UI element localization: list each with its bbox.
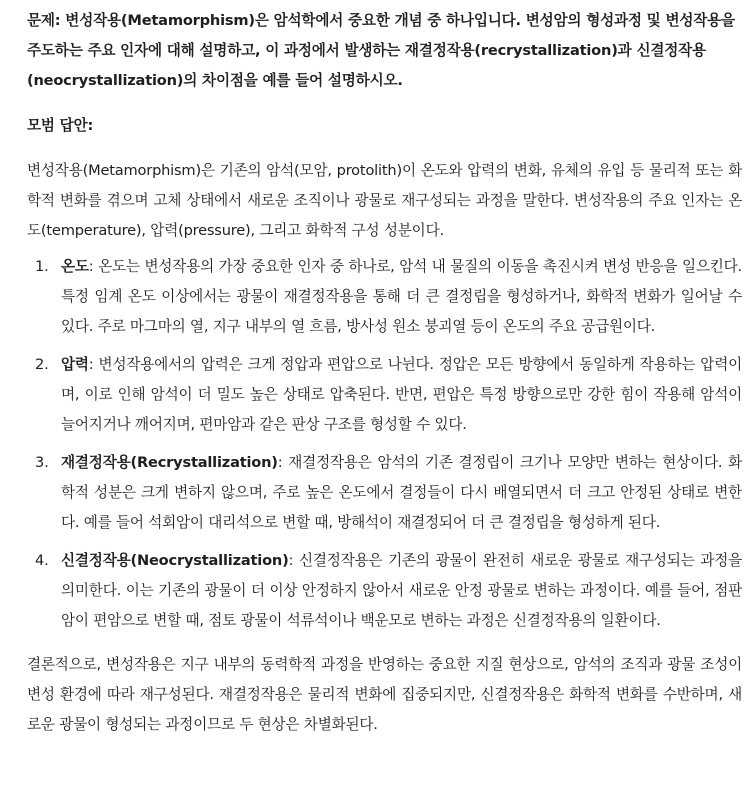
list-item [27, 448, 742, 538]
list-item-text: : 온도는 변성작용의 가장 중요한 인자 중 하나로, 암석 내 물질의 이동을 촉진시켜 변성 반응을 일으킨다. 특정 임계 온도 이상에서는 광물이 재결정작용을 통해 더 큰 결정립을 형성하거나, 화학적 변화가 일어날 수 있다. 주로 마그마의 열, 지구 내부의 열 흐름, 방사성 원소 붕괴열 등이 온도의 주요 공급원이다. [61, 258, 742, 335]
factor-list [27, 252, 742, 636]
answer-heading: 모범 답안: [27, 117, 94, 134]
list-item-text: : 변성작용에서의 압력은 크게 정압과 편압으로 나뉜다. 정압은 모든 방향에서 동일하게 작용하는 압력이며, 이로 인해 암석이 더 밀도 높은 상태로 압축된다. 반면, 편압은 특정 방향으로만 강한 힘이 작용해 암석이 늘어지거나 깨어지며, 편마암과 같은 판상 구조를 형성할 수 있다. [61, 356, 742, 433]
list-item-number: 3. [35, 454, 49, 471]
list-item-term: 온도 [61, 258, 89, 275]
conclusion-paragraph: 결론적으로, 변성작용은 지구 내부의 동력학적 과정을 반영하는 중요한 지질 현상으로, 암석의 조직과 광물 조성이 변성 환경에 따라 재구성된다. 재결정작용은 물리적 변화에 집중되지만, 신결정작용은 화학적 변화를 수반하며, 새로운 광물이 형성되는 과정이므로 두 현상은 차별화된다. [27, 656, 742, 733]
list-item-number: 1. [35, 258, 49, 275]
question-text: 문제: 변성작용(Metamorphism)은 암석학에서 중요한 개념 중 하나입니다. 변성암의 형성과정 및 변성작용을 주도하는 주요 인자에 대해 설명하고, 이 과정에서 발생하는 재결정작용(recrystallization)과 신결정작용(neocrystallization)의 차이점을 예를 들어 설명하시오. [27, 12, 735, 89]
list-item-text: : 재결정작용은 암석의 기존 결정립이 크기나 모양만 변하는 현상이다. 화학적 성분은 크게 변하지 않으며, 주로 높은 온도에서 결정들이 다시 배열되면서 더 크고 안정된 상태로 변한다. 예를 들어 석회암이 대리석으로 변할 때, 방해석이 재결정되어 더 큰 결정립을 형성하게 된다. [61, 454, 742, 531]
list-item-term: 신결정작용(Neocrystallization) [61, 552, 289, 569]
intro-paragraph: 변성작용(Metamorphism)은 기존의 암석(모암, protolith)이 온도와 압력의 변화, 유체의 유입 등 물리적 또는 화학적 변화를 겪으며 고체 상태에서 새로운 조직이나 광물로 재구성되는 과정을 말한다. 변성작용의 주요 인자는 온도(temperature), 압력(pressure), 그리고 화학적 구성 성분이다. [27, 162, 742, 239]
list-item-number: 2. [35, 356, 49, 373]
list-item-number: 4. [35, 552, 49, 569]
list-item-text: : 신결정작용은 기존의 광물이 완전히 새로운 광물로 재구성되는 과정을 의미한다. 이는 기존의 광물이 더 이상 안정하지 않아서 새로운 안정 광물로 변하는 과정이다. 예를 들어, 점판암이 편암으로 변할 때, 점토 광물이 석류석이나 백운모로 변하는 과정은 신결정작용의 일환이다. [61, 552, 742, 629]
list-item [27, 546, 742, 636]
list-item-term: 재결정작용(Recrystallization) [61, 454, 278, 471]
list-item [27, 350, 742, 440]
list-item [27, 252, 742, 342]
list-item-term: 압력 [61, 356, 89, 373]
